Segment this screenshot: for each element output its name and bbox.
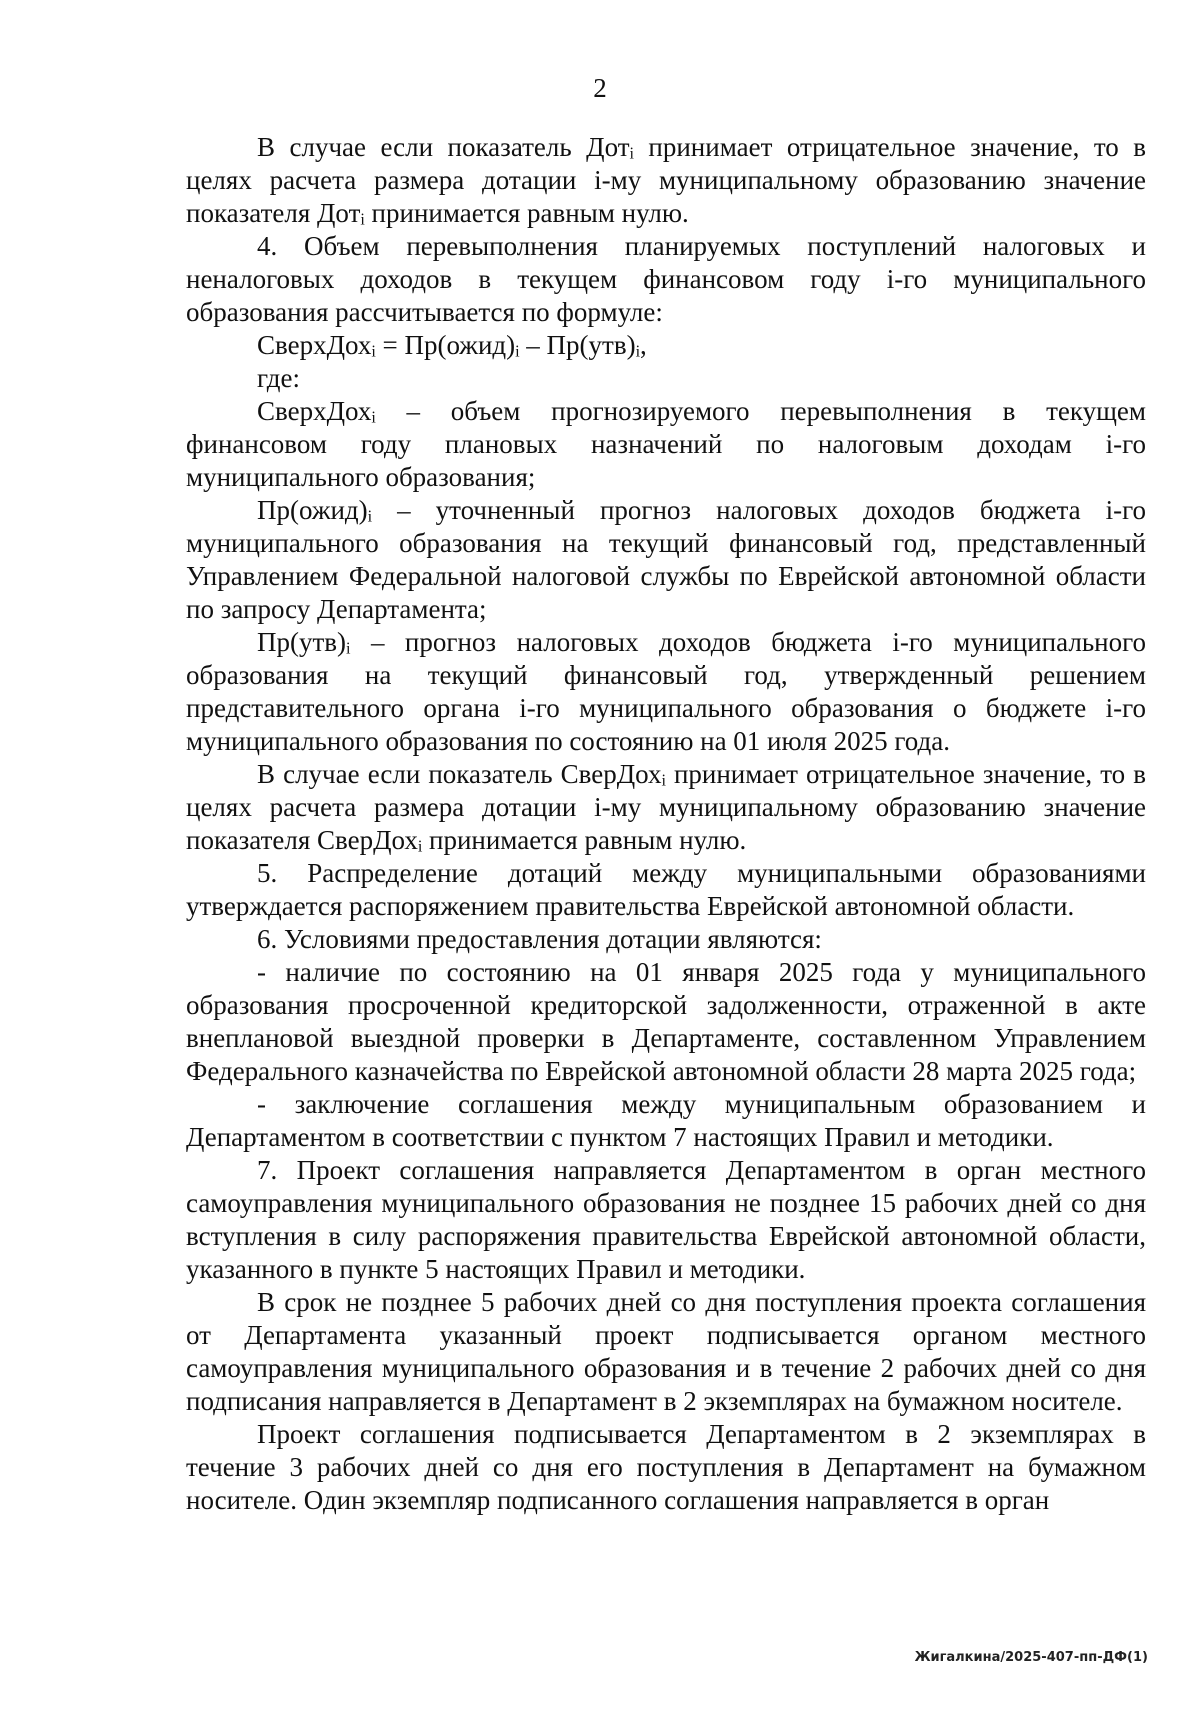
definition-sverkhdokh: СверхДохᵢ – объем прогнозируемого перевыполнения в текущем финансовом году плановых назначений по налоговым доходам i-го муниципального образования; — [186, 396, 1146, 492]
where-label: где: — [257, 363, 300, 393]
paragraph-sverdokh-negative: В случае если показатель СверДохᵢ принимает отрицательное значение, то в целях расчета размера дотации i-му муниципальному образованию значение показателя СверДохᵢ принимается равным нулю. — [186, 759, 1146, 855]
paragraph-department-signing: Проект соглашения подписывается Департаментом в 2 экземплярах в течение 3 рабочих дней со дня его поступления в Департамент на бумажном носителе. Один экземпляр подписанного соглашения направляется в орган — [186, 1419, 1146, 1515]
document-footer-code: Жигалкина/2025-407-пп-ДФ(1) — [914, 1650, 1148, 1665]
paragraph-item-4: 4. Объем перевыполнения планируемых поступлений налоговых и неналоговых доходов в текущем финансовом году i-го муниципального образования рассчитывается по формуле: — [186, 231, 1146, 327]
formula-line: СверхДохᵢ = Пр(ожид)ᵢ – Пр(утв)ᵢ, — [257, 330, 647, 360]
paragraph-item-6: 6. Условиями предоставления дотации являются: — [257, 924, 822, 954]
paragraph-dot-negative: В случае если показатель Дотᵢ принимает отрицательное значение, то в целях расчета размера дотации i-му муниципальному образованию значение показателя Дотᵢ принимается равным нулю. — [186, 132, 1146, 228]
definition-pr-ozhid: Пр(ожид)ᵢ – уточненный прогноз налоговых доходов бюджета i-го муниципального образования на текущий финансовый год, представленный Управлением Федеральной налоговой службы по Еврейской автономной области по запросу Департамента; — [186, 495, 1146, 624]
paragraph-item-5: 5. Распределение дотаций между муниципальными образованиями утверждается распоряжением правительства Еврейской автономной области. — [186, 858, 1146, 921]
definition-pr-utv: Пр(утв)ᵢ – прогноз налоговых доходов бюджета i-го муниципального образования на текущий финансовый год, утвержденный решением представительного органа i-го муниципального образования о бюджете i-го муниципального образования по состоянию на 01 июля 2025 года. — [186, 627, 1146, 756]
paragraph-item-7: 7. Проект соглашения направляется Департаментом в орган местного самоуправления муниципального образования не позднее 15 рабочих дней со дня вступления в силу распоряжения правительства Еврейской автономной области, указанного в пункте 5 настоящих Правил и методики. — [186, 1155, 1146, 1284]
condition-item-2: - заключение соглашения между муниципальным образованием и Департаментом в соответствии с пунктом 7 настоящих Правил и методики. — [186, 1089, 1146, 1152]
document-body — [186, 131, 1146, 1517]
condition-item-1: - наличие по состоянию на 01 января 2025 года у муниципального образования просроченной кредиторской задолженности, отраженной в акте внеплановой выездной проверки в Департаменте, составленном Управлением Федерального казначейства по Еврейской автономной области 28 марта 2025 года; — [186, 957, 1146, 1086]
page-number: 2 — [593, 73, 607, 103]
paragraph-signing-deadline: В срок не позднее 5 рабочих дней со дня поступления проекта соглашения от Департамента указанный проект подписывается органом местного самоуправления муниципального образования и в течение 2 рабочих дней со дня подписания направляется в Департамент в 2 экземплярах на бумажном носителе. — [186, 1287, 1146, 1416]
